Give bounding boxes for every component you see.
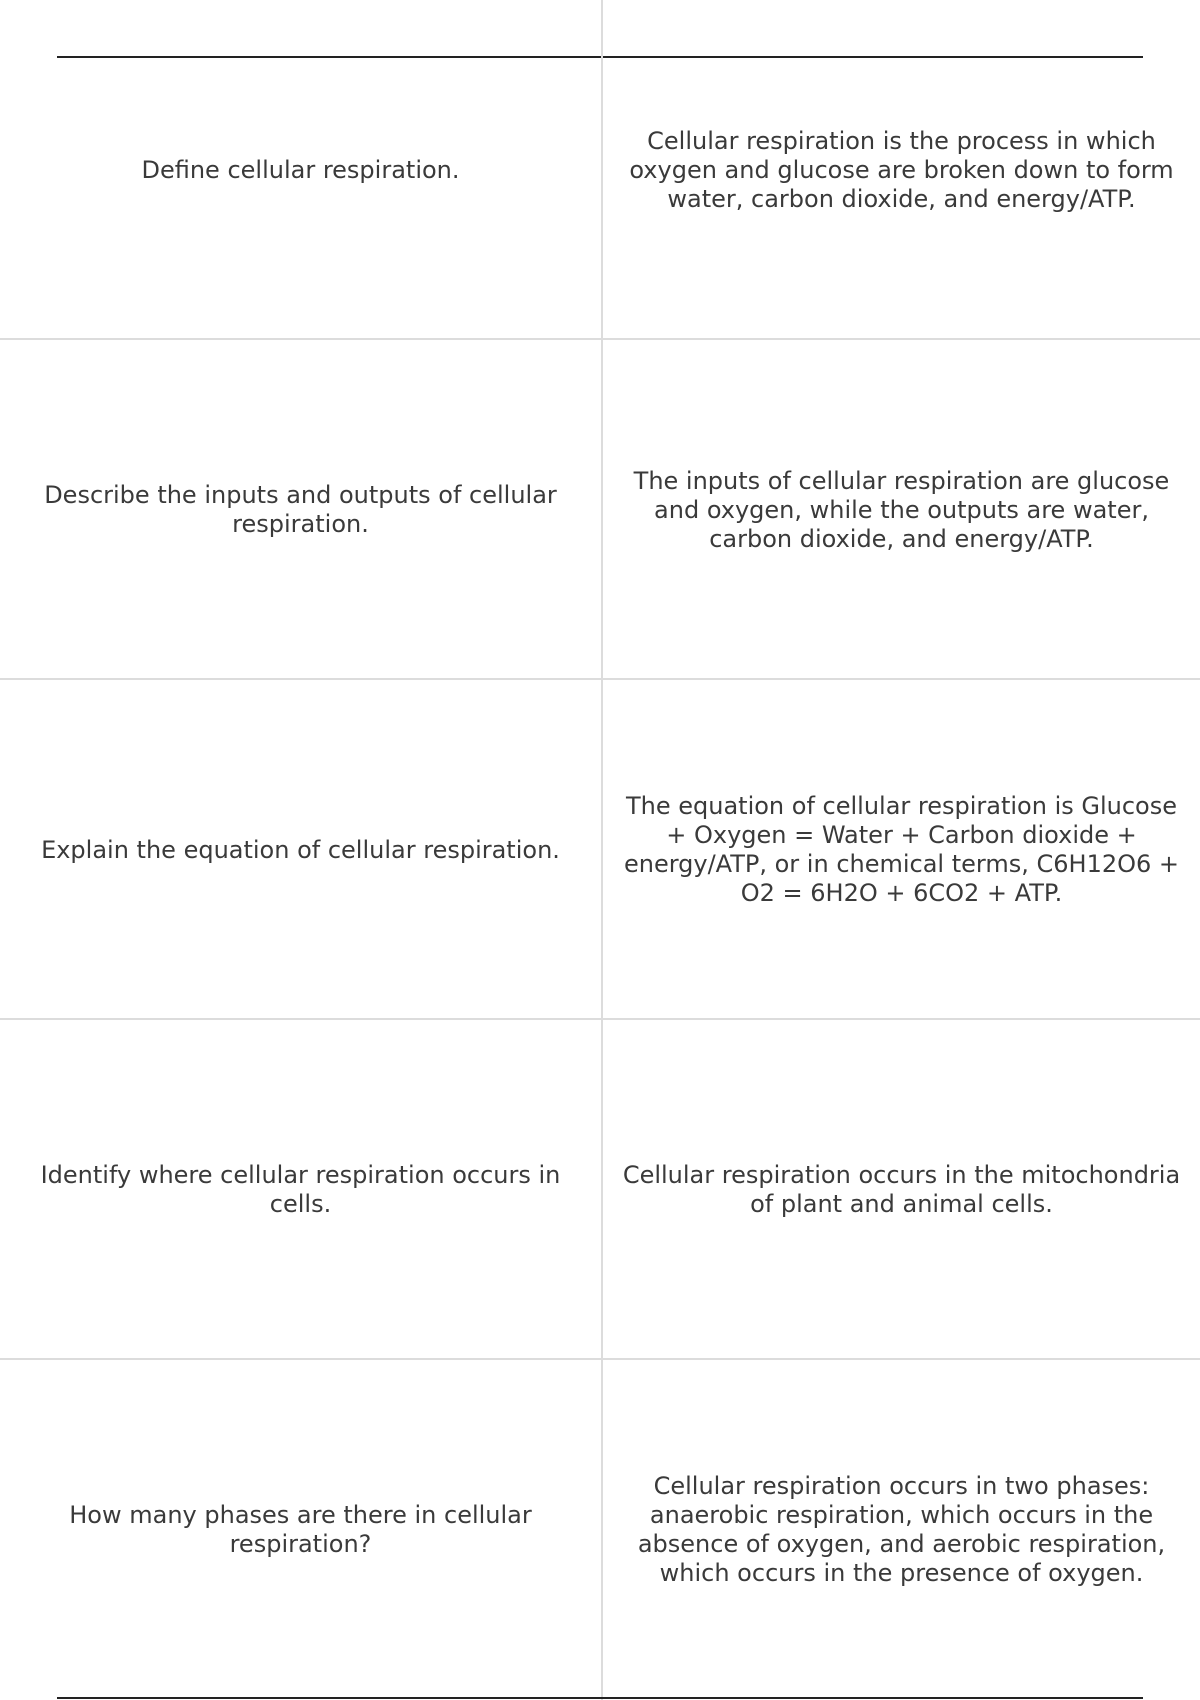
flashcard-row [0,680,1200,1020]
flashcard-row [0,0,1200,340]
term-text: Describe the inputs and outputs of cellular respiration. [44,481,557,538]
flashcard-definition [603,1360,1200,1700]
flashcard-definition [603,340,1200,680]
definition-text: The equation of cellular respiration is Glucose + Oxygen = Water + Carbon dioxide + energy/ATP, or in chemical terms, C6H12O6 + O2 = 6H2O + 6CO2 + ATP. [623,792,1180,907]
definition-text: Cellular respiration occurs in two phases: anaerobic respiration, which occurs in the absence of oxygen, and aerobic respiration, which occurs in the presence of oxygen. [637,1472,1166,1587]
flashcard-definition [603,1020,1200,1360]
term-text: Define cellular respiration. [141,155,460,184]
flashcard-term [0,1360,601,1700]
definition-text: Cellular respiration occurs in the mitochondria of plant and animal cells. [622,1161,1181,1218]
flashcard-definition [603,680,1200,1020]
flashcard-term [0,340,601,680]
flashcard-definition [603,0,1200,340]
definition-text: The inputs of cellular respiration are glucose and oxygen, while the outputs are water, carbon dioxide, and energy/ATP. [633,466,1170,553]
term-text: Identify where cellular respiration occurs in cells. [40,1161,561,1218]
flashcard-term [0,0,601,340]
bottom-rule [57,1697,1143,1699]
definition-text: Cellular respiration is the process in which oxygen and glucose are broken down to form water, carbon dioxide, and energy/ATP. [629,126,1174,213]
flashcard-term [0,1020,601,1360]
flashcard-row [0,1020,1200,1360]
flashcard-row [0,1360,1200,1700]
flashcard-term [0,680,601,1020]
flashcard-row [0,340,1200,680]
term-text: How many phases are there in cellular respiration? [69,1501,532,1558]
term-text: Explain the equation of cellular respiration. [41,835,560,864]
